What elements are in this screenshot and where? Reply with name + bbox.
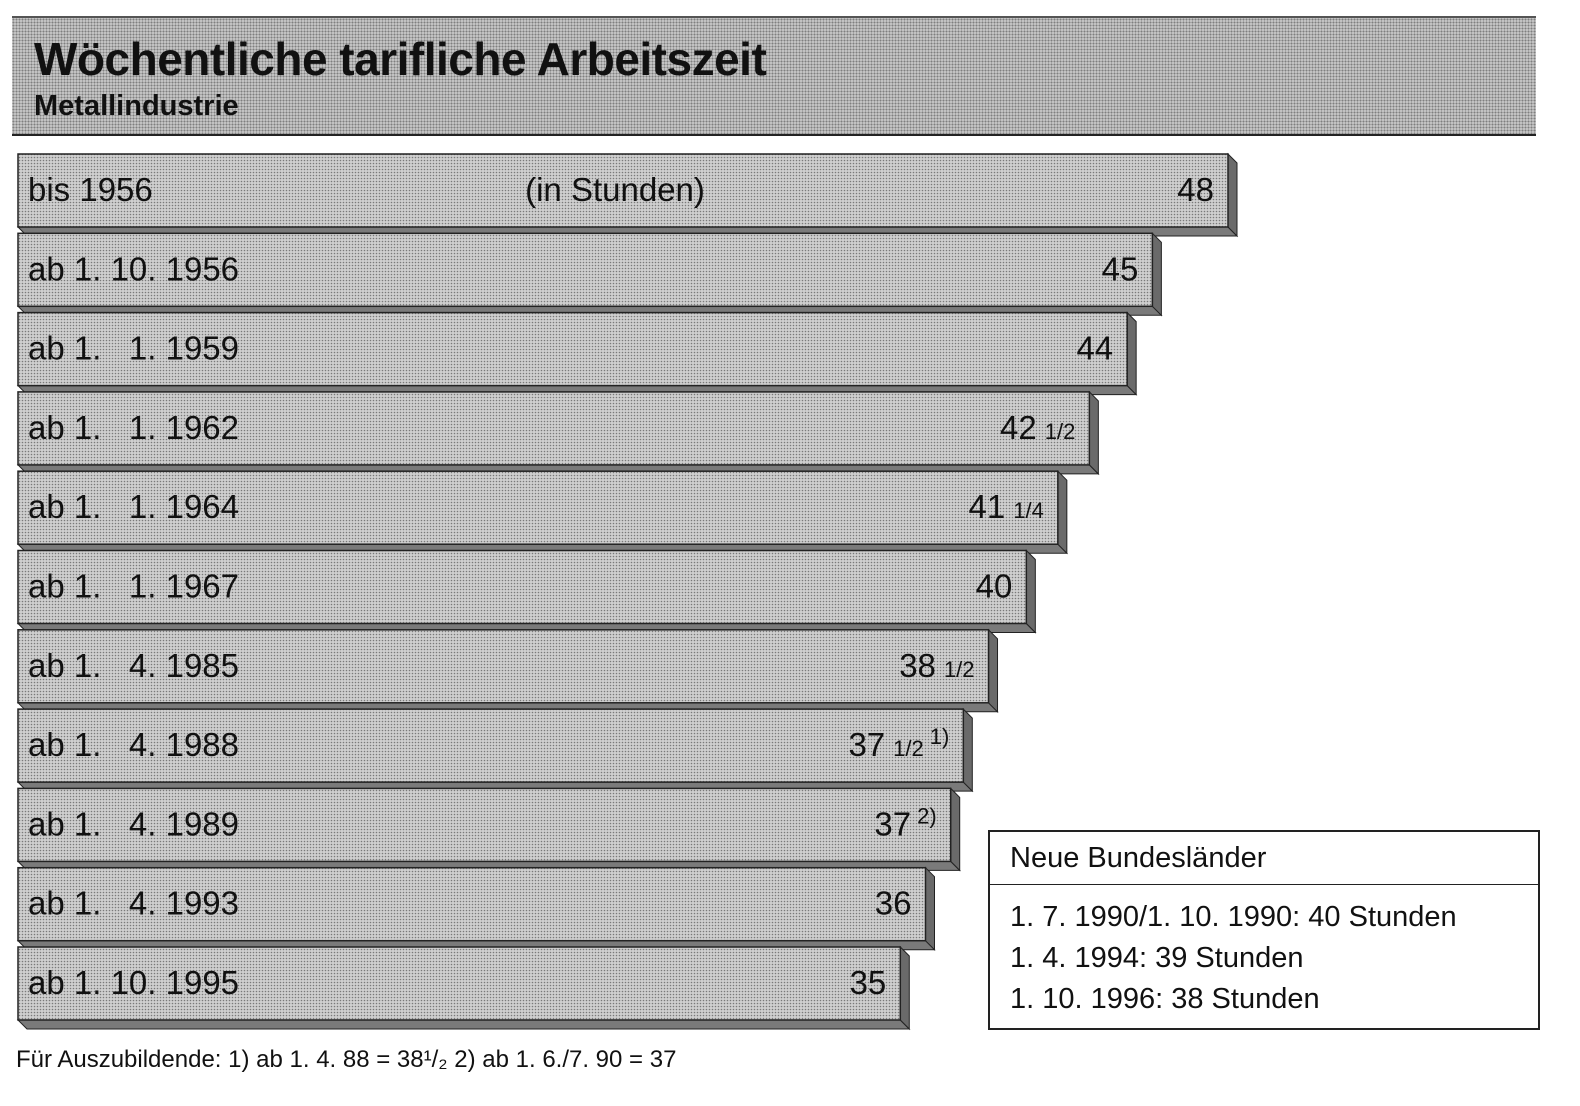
bar-bottom [18,1020,909,1029]
legend-item: 1. 4. 1994: 39 Stunden [1010,942,1304,974]
bar-side [900,947,909,1029]
legend-item: 1. 10. 1996: 38 Stunden [1010,983,1320,1015]
legend-list [990,885,1538,1020]
bar-item [18,233,1161,315]
bar-item [18,630,998,712]
legend-box-neue-bundeslaender [988,830,1540,1030]
bar-side [1026,551,1035,633]
bar-value-label: 40 [975,567,1013,605]
bar-side [989,630,998,712]
legend-title: Neue Bundesländer [990,832,1538,885]
footnote: Für Auszubildende: 1) ab 1. 4. 88 = 38¹/₂ 2) ab 1. 6./7. 90 = 37 [16,1046,677,1073]
bar-category-label: bis 1956 [28,171,153,208]
bar-item [18,788,960,870]
bar-side [951,788,960,870]
bar-category-label: ab 1. 10. 1995 [28,964,240,1001]
bar-item [18,551,1035,633]
bar-item [18,392,1098,474]
bar-value-label: 37 $^{2)}$ [874,803,937,843]
bar-category-label: ab 1. 4. 1988 [28,726,240,764]
bar-item [18,947,909,1029]
bar-value-label: 35 [849,964,887,1001]
bar-category-label: ab 1. 4. 1989 [28,805,240,843]
bar-side [1089,392,1098,474]
bar-category-label: ab 1. 10. 1956 [28,250,240,288]
bar-value-label: 45 [1101,250,1139,288]
bar-item [18,313,1136,395]
bar-side [926,868,935,950]
legend-item: 1. 7. 1990/1. 10. 1990: 40 Stunden [1010,901,1457,933]
bar-item [18,868,935,950]
bar-side [1058,471,1067,553]
bar-value-label: 36 [874,884,912,922]
bar-category-label: ab 1. 1. 1962 [28,408,240,446]
bar-side [963,709,972,791]
bar-category-label: ab 1. 4. 1993 [28,884,240,922]
bar-side [1152,233,1161,315]
bar-item [18,709,972,791]
unit-note: (in Stunden) [525,171,705,208]
bar-side [1127,313,1136,395]
chart-title: Wöchentliche tarifliche Arbeitszeit [34,33,767,85]
bar-value-label: 38 1/2 [899,646,975,684]
chart-subtitle: Metallindustrie [34,90,239,122]
bar-value-label: 44 [1076,329,1114,367]
bar-value-label: 41 1/4 [968,488,1044,526]
bar-category-label: ab 1. 4. 1985 [28,646,240,684]
bar-value-label: 42 1/2 [1000,408,1076,446]
bar-side [1228,154,1237,236]
bar-value-label: 48 [1177,171,1214,208]
bar-value-label: 37 1/2 $^{1)}$ [848,724,950,764]
bar-item [18,471,1067,553]
bar-category-label: ab 1. 1. 1964 [28,488,240,526]
bar-category-label: ab 1. 1. 1967 [28,567,240,605]
bar-category-label: ab 1. 1. 1959 [28,329,240,367]
